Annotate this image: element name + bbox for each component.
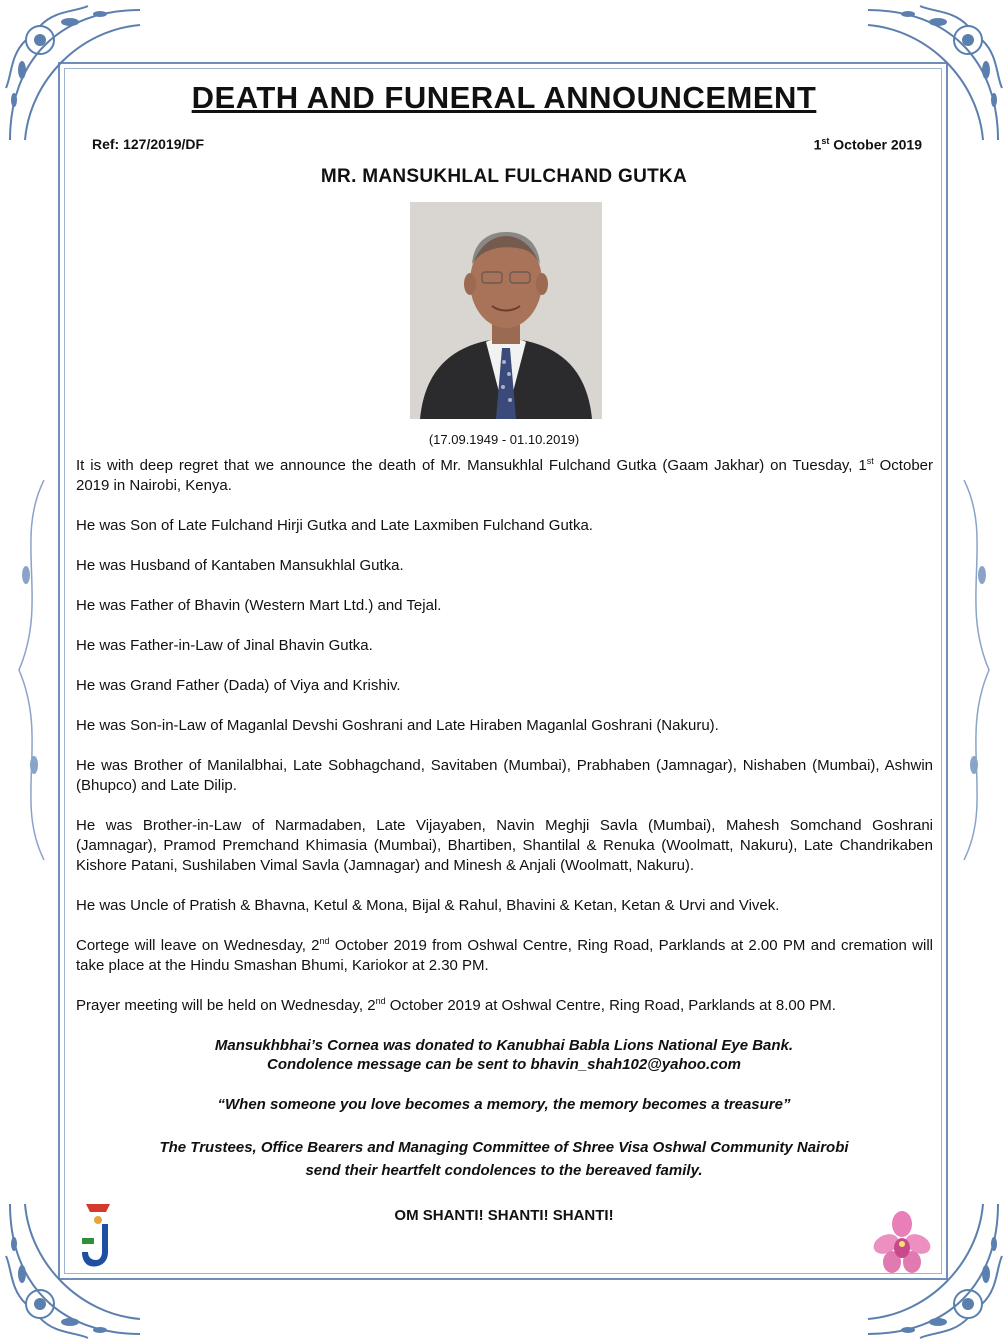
corner-ornament-top-left [0, 0, 150, 150]
om-shanti: OM SHANTI! SHANTI! SHANTI! [394, 1207, 614, 1224]
paragraph-grandchildren: He was Grand Father (Dada) of Viya and Krishiv. [76, 677, 401, 694]
paragraph-siblings: He was Brother of Manilalbhai, Late Sobhagchand, Savitaben (Mumbai), Prabhaben (Jamnagar), Nishaben (Mumbai), Ashwin (Bhupco) and Late Dilip. [76, 757, 933, 794]
trustees-condolence [0, 1136, 1008, 1182]
trustees-line-2: send their heartfelt condolences to the bereaved family. [305, 1162, 703, 1179]
deceased-name: MR. MANSUKHLAL FULCHAND GUTKA [320, 166, 688, 187]
side-ornament-left [4, 480, 54, 860]
paragraph-children: He was Father of Bhavin (Western Mart Ltd.) and Tejal. [76, 597, 442, 614]
paragraph-prayer-meeting: Prayer meeting will be held on Wednesday, 2nd October 2019 at Oshwal Centre, Ring Road, Parklands at 8.00 PM. [76, 996, 836, 1014]
portrait-photo [410, 202, 602, 419]
corner-ornament-top-right [858, 0, 1008, 150]
paragraph-in-law-child: He was Father-in-Law of Jinal Bhavin Gutka. [76, 637, 373, 654]
page-title: DEATH AND FUNERAL ANNOUNCEMENT [191, 80, 817, 115]
announcement-date: 1st October 2019 [813, 136, 922, 153]
cornea-donation-line: Mansukhbhai’s Cornea was donated to Kanubhai Babla Lions National Eye Bank. [214, 1037, 794, 1054]
condolence-contact-line: Condolence message can be sent to bhavin_shah102@yahoo.com [267, 1056, 741, 1073]
paragraph-parents: He was Son of Late Fulchand Hirji Gutka and Late Laxmiben Fulchand Gutka. [76, 517, 593, 534]
memorial-quote: “When someone you love becomes a memory, the memory becomes a treasure” [217, 1096, 791, 1113]
announcement-body [76, 456, 933, 1036]
side-ornament-right [954, 480, 1004, 860]
paragraph-parents-in-law: He was Son-in-Law of Maganlal Devshi Goshrani and Late Hiraben Maganlal Goshrani (Nakuru). [76, 717, 719, 734]
jain-community-logo-icon [78, 1200, 118, 1272]
orchid-flower-icon [872, 1210, 932, 1276]
reference-number: Ref: 127/2019/DF [92, 136, 205, 152]
paragraph-siblings-in-law: He was Brother-in-Law of Narmadaben, Late Vijayaben, Navin Meghji Savla (Mumbai), Mahesh Somchand Goshrani (Jamnagar), Pramod Premchand Khimasia (Mumbai), Bhartiben, Shantilal & Renuka (Woolmatt, Nakuru), Late Chandrikaben Kishore Patani, Sushilaben Vimal Savla (Jamnagar) and Minesh & Anjali (Woolmatt, Nakuru). [76, 817, 933, 874]
paragraph-spouse: He was Husband of Kantaben Mansukhlal Gutka. [76, 557, 404, 574]
paragraph-announcement: It is with deep regret that we announce the death of Mr. Mansukhlal Fulchand Gutka (Gaam Jakhar) on Tuesday, 1st October 2019 in Nairobi, Kenya. [76, 456, 933, 494]
paragraph-cortege: Cortege will leave on Wednesday, 2nd October 2019 from Oshwal Centre, Ring Road, Parklands at 2.00 PM and cremation will take place at the Hindu Smashan Bhumi, Kariokor at 2.30 PM. [76, 936, 933, 974]
paragraph-nephews: He was Uncle of Pratish & Bhavna, Ketul & Mona, Bijal & Rahul, Bhavini & Ketan, Ketan & Urvi and Vivek. [76, 897, 780, 914]
donation-note [0, 1036, 1008, 1074]
trustees-line-1: The Trustees, Office Bearers and Managing Committee of Shree Visa Oshwal Community Nairobi [159, 1139, 849, 1156]
life-dates: (17.09.1949 - 01.10.2019) [428, 432, 580, 447]
